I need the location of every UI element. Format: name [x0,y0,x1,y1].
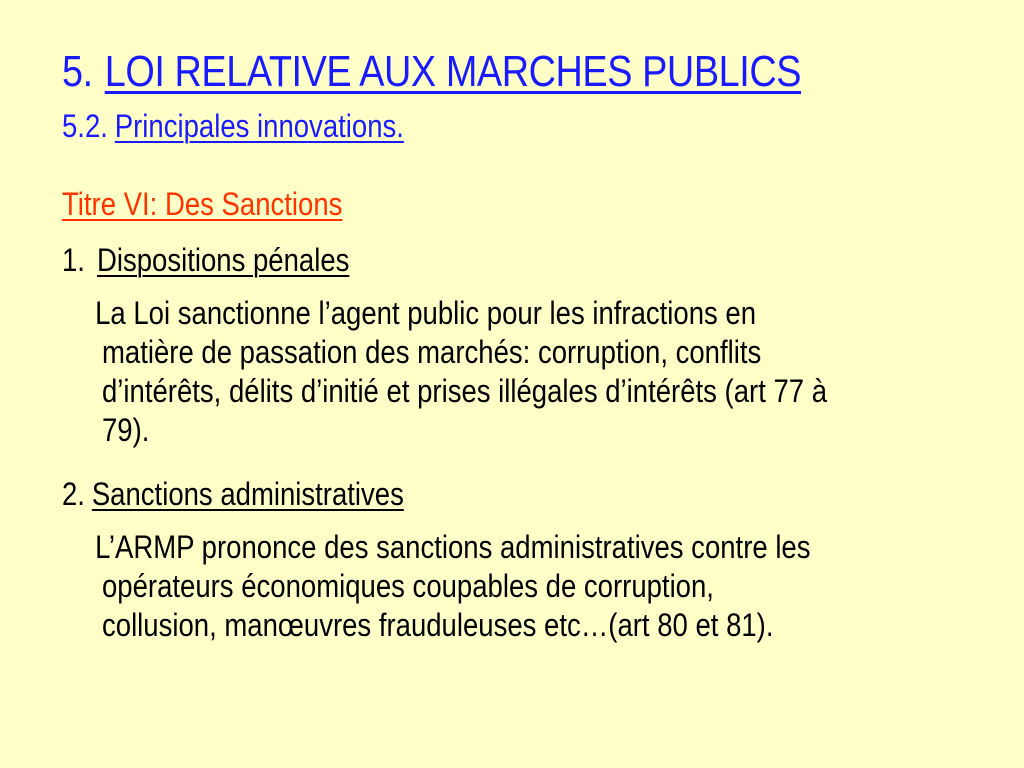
item-number: 1. [62,242,85,278]
paragraph-line: L’ARMP prononce des sanctions administratives contre les [95,529,811,565]
item-number: 2. [62,476,85,512]
section-title: Titre VI: Des Sanctions [62,186,343,222]
item-heading-penal [62,240,349,280]
item-heading-text: Sanctions administratives [91,476,404,512]
subtitle-number: 5.2. [62,108,108,144]
paragraph-line: d’intérêts, délits d’initié et prises illégales d’intérêts (art 77 à [102,373,828,409]
subtitle-text: Principales innovations. [114,108,404,144]
item-paragraph-penal [95,294,971,450]
paragraph-line: matière de passation des marchés: corruption, conflits [102,334,762,370]
item-heading-text: Dispositions pénales [96,242,350,278]
item-heading-administrative [62,474,404,514]
item-paragraph-administrative [95,528,971,645]
title-number: 5. [62,47,93,96]
paragraph-line: La Loi sanctionne l’agent public pour les infractions en [95,295,757,331]
slide-title [62,46,801,98]
paragraph-line: opérateurs économiques coupables de corruption, [102,568,714,604]
slide-subtitle [62,106,404,146]
title-text: LOI RELATIVE AUX MARCHES PUBLICS [104,47,802,96]
paragraph-line: collusion, manœuvres frauduleuses etc…(art 80 et 81). [102,607,774,643]
paragraph-line: 79). [102,412,150,448]
